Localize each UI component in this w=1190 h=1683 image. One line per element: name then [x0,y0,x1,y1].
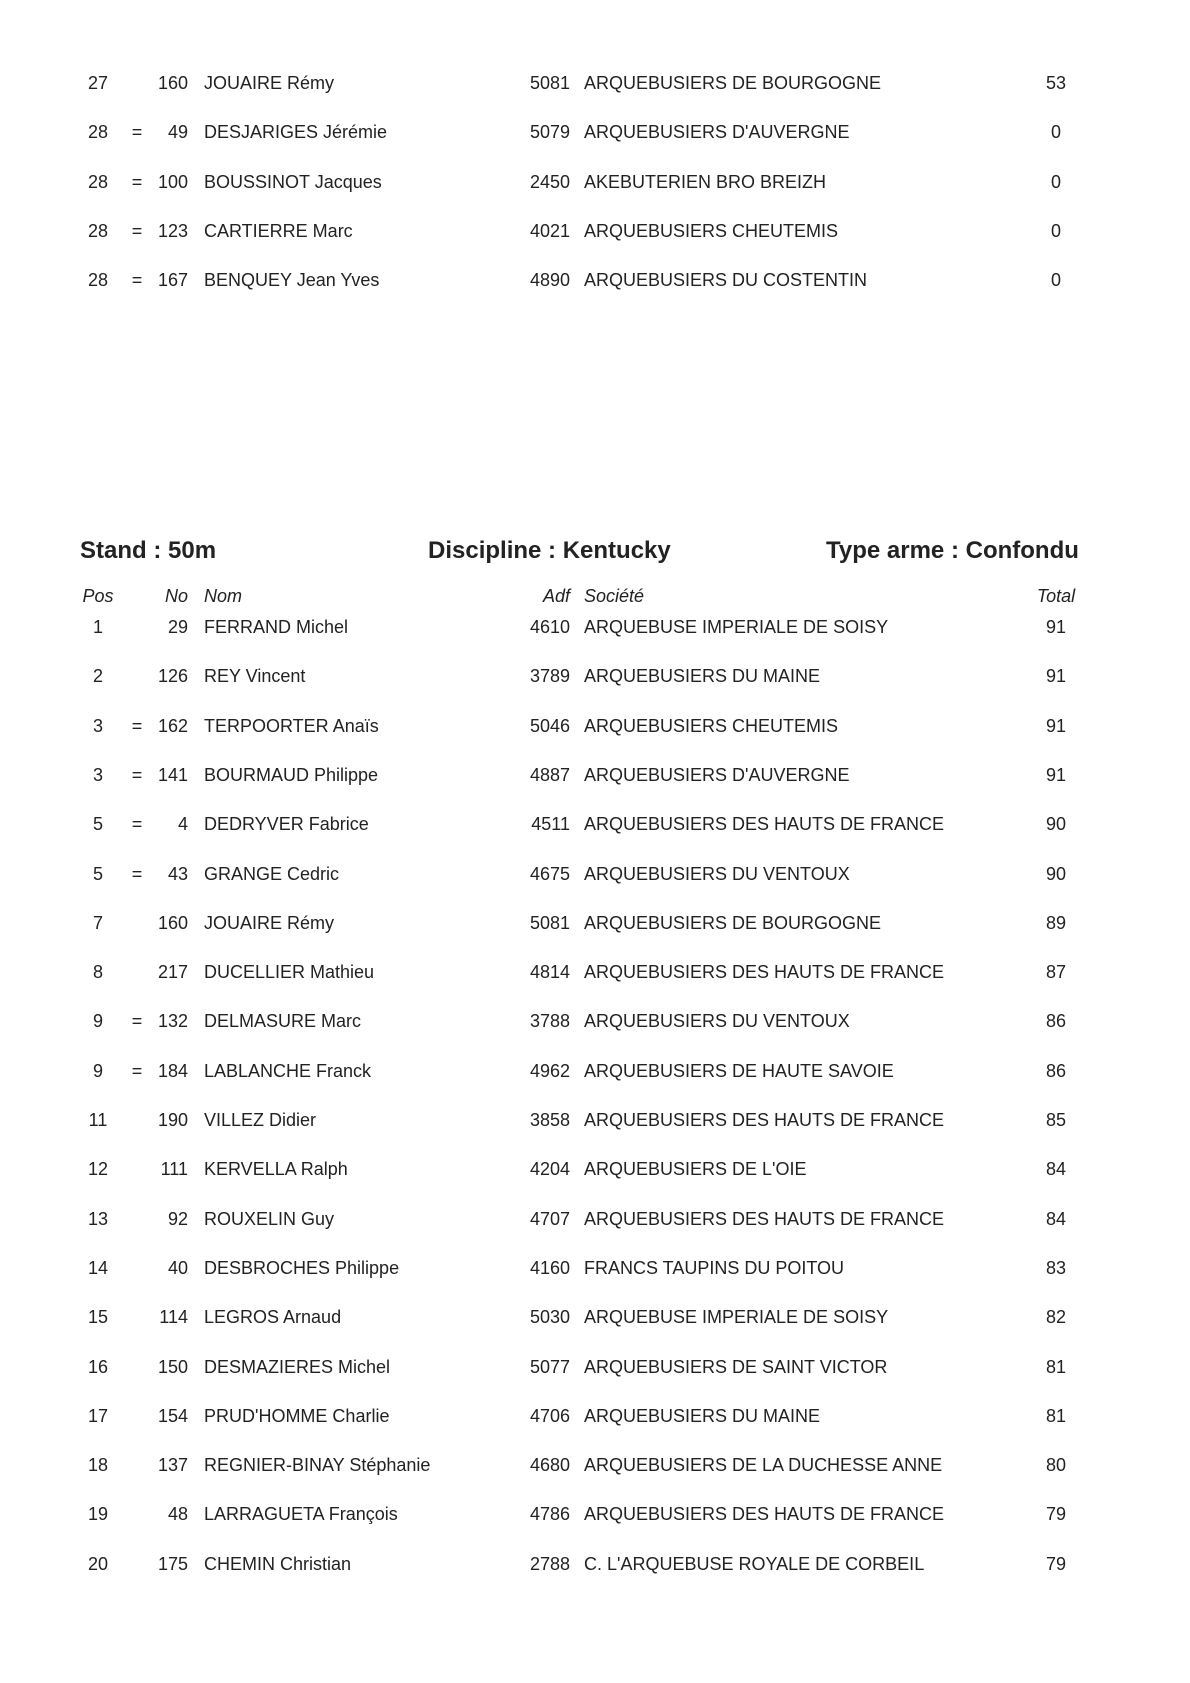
shooter-number: 137 [157,1455,188,1476]
shooter-number: 29 [167,617,188,637]
table-row [0,957,1190,987]
table-row [0,1450,1190,1480]
position-cell: 2 [92,666,103,687]
tie-marker: = [131,863,143,884]
position-cell: 28 [87,171,109,192]
position-cell: 14 [87,1257,109,1278]
tie-marker: = [131,814,143,835]
club-name: ARQUEBUSIERS DES HAUTS DE FRANCE [584,1110,945,1130]
club-name: ARQUEBUSIERS DU VENTOUX [584,863,850,884]
shooter-name: LABLANCHE Franck [204,1060,372,1081]
position-cell: 3 [92,715,103,736]
shooter-name: DESJARIGES Jérémie [204,122,388,143]
adf-number: 4204 [529,1159,570,1180]
shooter-number: 190 [157,1110,188,1130]
shooter-number: 123 [157,220,188,241]
col-header-nom: Nom [204,586,243,606]
tie-marker: = [131,220,143,241]
total-score: 86 [1045,1060,1067,1081]
position-cell: 15 [87,1307,109,1328]
position-cell: 20 [87,1553,109,1574]
table-row [0,1549,1190,1579]
shooter-number: 160 [157,912,188,933]
shooter-number: 49 [167,122,188,143]
shooter-number: 184 [157,1060,188,1081]
adf-number: 4021 [529,220,570,241]
club-name: ARQUEBUSIERS DES HAUTS DE FRANCE [584,962,945,983]
total-score: 81 [1045,1405,1067,1426]
total-score: 81 [1045,1356,1067,1377]
club-name: ARQUEBUSIERS D'AUVERGNE [584,122,850,143]
total-score: 79 [1045,1553,1067,1574]
club-name: ARQUEBUSE IMPERIALE DE SOISY [584,1307,889,1328]
adf-number: 4890 [529,270,570,291]
shooter-number: 132 [157,1011,188,1032]
club-name: ARQUEBUSIERS DU MAINE [584,666,821,687]
table-row [0,1154,1190,1184]
shooter-name: BENQUEY Jean Yves [204,270,380,291]
stand-title: Stand : 50m [80,537,217,564]
table-row [0,68,1190,98]
adf-number: 4962 [529,1060,570,1081]
adf-number: 5030 [529,1307,570,1328]
table-row [0,859,1190,889]
shooter-name: BOUSSINOT Jacques [204,171,382,192]
total-score: 91 [1045,764,1067,785]
club-name: ARQUEBUSIERS DE BOURGOGNE [584,912,882,933]
shooter-name: REY Vincent [204,666,306,687]
shooter-number: 92 [167,1208,188,1229]
table-row [0,167,1190,197]
col-header-total: Total [1036,586,1076,606]
total-score: 90 [1045,863,1067,884]
adf-number: 4707 [529,1208,570,1229]
shooter-name: TERPOORTER Anaïs [204,715,379,736]
club-name: ARQUEBUSIERS DE BOURGOGNE [584,73,882,93]
shooter-number: 141 [157,764,188,785]
table-row [0,1401,1190,1431]
shooter-name: JOUAIRE Rémy [204,73,335,93]
discipline-title: Discipline : Kentucky [428,537,671,564]
club-name: FRANCS TAUPINS DU POITOU [584,1257,845,1278]
table-row [0,908,1190,938]
shooter-name: LARRAGUETA François [204,1504,398,1525]
position-cell: 28 [87,122,109,143]
adf-number: 4706 [529,1405,570,1426]
club-name: ARQUEBUSE IMPERIALE DE SOISY [584,617,889,637]
club-name: ARQUEBUSIERS DES HAUTS DE FRANCE [584,1208,945,1229]
position-cell: 28 [87,220,109,241]
shooter-number: 4 [177,814,188,835]
shooter-name: DUCELLIER Mathieu [204,962,375,983]
shooter-name: DESMAZIERES Michel [204,1356,391,1377]
total-score: 87 [1045,962,1067,983]
position-cell: 9 [92,1060,103,1081]
table-row [0,265,1190,295]
shooter-name: REGNIER-BINAY Stéphanie [204,1455,431,1476]
adf-number: 5046 [529,715,570,736]
table-row [0,612,1190,642]
position-cell: 28 [87,270,109,291]
total-score: 0 [1050,270,1061,291]
club-name: ARQUEBUSIERS CHEUTEMIS [584,220,839,241]
tie-marker: = [131,1011,143,1032]
position-cell: 9 [92,1011,103,1032]
total-score: 89 [1045,912,1067,933]
adf-number: 3858 [529,1110,570,1130]
table-row [0,216,1190,246]
total-score: 85 [1045,1110,1067,1130]
shooter-name: PRUD'HOMME Charlie [204,1405,390,1426]
position-cell: 13 [87,1208,109,1229]
table-row [0,1204,1190,1234]
table-row [0,711,1190,741]
shooter-name: JOUAIRE Rémy [204,912,335,933]
table-header [0,581,1190,611]
position-cell: 18 [87,1455,109,1476]
adf-number: 4786 [529,1504,570,1525]
position-cell: 3 [92,764,103,785]
club-name: ARQUEBUSIERS DES HAUTS DE FRANCE [584,1504,945,1525]
club-name: ARQUEBUSIERS DE HAUTE SAVOIE [584,1060,894,1081]
shooter-number: 100 [157,171,188,192]
adf-number: 4675 [529,863,570,884]
total-score: 86 [1045,1011,1067,1032]
position-cell: 19 [87,1504,109,1525]
shooter-number: 162 [157,715,188,736]
shooter-number: 43 [167,863,188,884]
shooter-number: 217 [157,962,188,983]
table-row [0,117,1190,147]
club-name: ARQUEBUSIERS DE SAINT VICTOR [584,1356,888,1377]
position-cell: 11 [88,1110,108,1130]
weapon-type-title: Type arme : Confondu [826,537,1079,564]
adf-number: 2450 [529,171,570,192]
position-cell: 1 [92,617,103,637]
total-score: 0 [1050,122,1061,143]
total-score: 0 [1050,171,1061,192]
total-score: 83 [1045,1257,1067,1278]
position-cell: 5 [92,814,103,835]
position-cell: 8 [92,962,103,983]
total-score: 90 [1045,814,1067,835]
position-cell: 7 [92,912,103,933]
shooter-name: LEGROS Arnaud [204,1307,342,1328]
table-row [0,1056,1190,1086]
position-cell: 27 [87,73,109,93]
col-header-no: No [164,586,188,606]
club-name: ARQUEBUSIERS DU COSTENTIN [584,270,868,291]
tie-marker: = [131,171,143,192]
adf-number: 5079 [529,122,570,143]
shooter-name: CARTIERRE Marc [204,220,353,241]
adf-number: 4160 [529,1257,570,1278]
col-header-societe: Société [584,586,645,606]
shooter-number: 48 [167,1504,188,1525]
table-row [0,1302,1190,1332]
table-row [0,809,1190,839]
adf-number: 4814 [529,962,570,983]
shooter-number: 154 [157,1405,188,1426]
table-row [0,1253,1190,1283]
position-cell: 12 [87,1159,109,1180]
total-score: 84 [1045,1159,1067,1180]
shooter-number: 111 [160,1159,188,1180]
table-row [0,760,1190,790]
club-name: C. L'ARQUEBUSE ROYALE DE CORBEIL [584,1553,925,1574]
total-score: 0 [1050,220,1061,241]
shooter-name: FERRAND Michel [204,617,349,637]
shooter-name: DELMASURE Marc [204,1011,362,1032]
shooter-number: 40 [167,1257,188,1278]
shooter-name: KERVELLA Ralph [204,1159,348,1180]
adf-number: 5077 [529,1356,570,1377]
table-row [0,1352,1190,1382]
shooter-name: CHEMIN Christian [204,1553,352,1574]
shooter-name: DESBROCHES Philippe [204,1257,400,1278]
total-score: 91 [1045,666,1067,687]
shooter-number: 160 [157,73,188,93]
total-score: 84 [1045,1208,1067,1229]
club-name: ARQUEBUSIERS DES HAUTS DE FRANCE [584,814,945,835]
table-row [0,661,1190,691]
total-score: 80 [1045,1455,1067,1476]
shooter-name: GRANGE Cedric [204,863,340,884]
adf-number: 4887 [529,764,570,785]
col-header-pos: Pos [82,586,114,606]
adf-number: 3789 [529,666,570,687]
adf-number: 5081 [529,912,570,933]
club-name: ARQUEBUSIERS D'AUVERGNE [584,764,850,785]
total-score: 53 [1045,73,1067,93]
table-row [0,1105,1190,1135]
table-row [0,1499,1190,1529]
shooter-name: BOURMAUD Philippe [204,764,379,785]
adf-number: 4610 [529,617,570,637]
position-cell: 16 [87,1356,109,1377]
shooter-number: 175 [157,1553,188,1574]
adf-number: 4680 [529,1455,570,1476]
tie-marker: = [131,715,143,736]
shooter-name: ROUXELIN Guy [204,1208,335,1229]
tie-marker: = [131,122,143,143]
shooter-number: 150 [157,1356,188,1377]
total-score: 91 [1045,617,1067,637]
adf-number: 4511 [531,814,570,835]
position-cell: 17 [87,1405,109,1426]
club-name: ARQUEBUSIERS CHEUTEMIS [584,715,839,736]
club-name: AKEBUTERIEN BRO BREIZH [584,171,827,192]
total-score: 82 [1045,1307,1067,1328]
table-row [0,1006,1190,1036]
shooter-name: VILLEZ Didier [204,1110,317,1130]
shooter-number: 126 [157,666,188,687]
tie-marker: = [131,1060,143,1081]
shooter-number: 114 [159,1307,188,1328]
shooter-number: 167 [157,270,188,291]
shooter-name: DEDRYVER Fabrice [204,814,369,835]
adf-number: 3788 [529,1011,570,1032]
club-name: ARQUEBUSIERS DE L'OIE [584,1159,807,1180]
total-score: 79 [1045,1504,1067,1525]
club-name: ARQUEBUSIERS DU VENTOUX [584,1011,850,1032]
tie-marker: = [131,764,143,785]
club-name: ARQUEBUSIERS DE LA DUCHESSE ANNE [584,1455,943,1476]
club-name: ARQUEBUSIERS DU MAINE [584,1405,821,1426]
total-score: 91 [1045,715,1067,736]
adf-number: 5081 [529,73,570,93]
adf-number: 2788 [529,1553,570,1574]
position-cell: 5 [92,863,103,884]
col-header-adf: Adf [542,586,570,606]
tie-marker: = [131,270,143,291]
